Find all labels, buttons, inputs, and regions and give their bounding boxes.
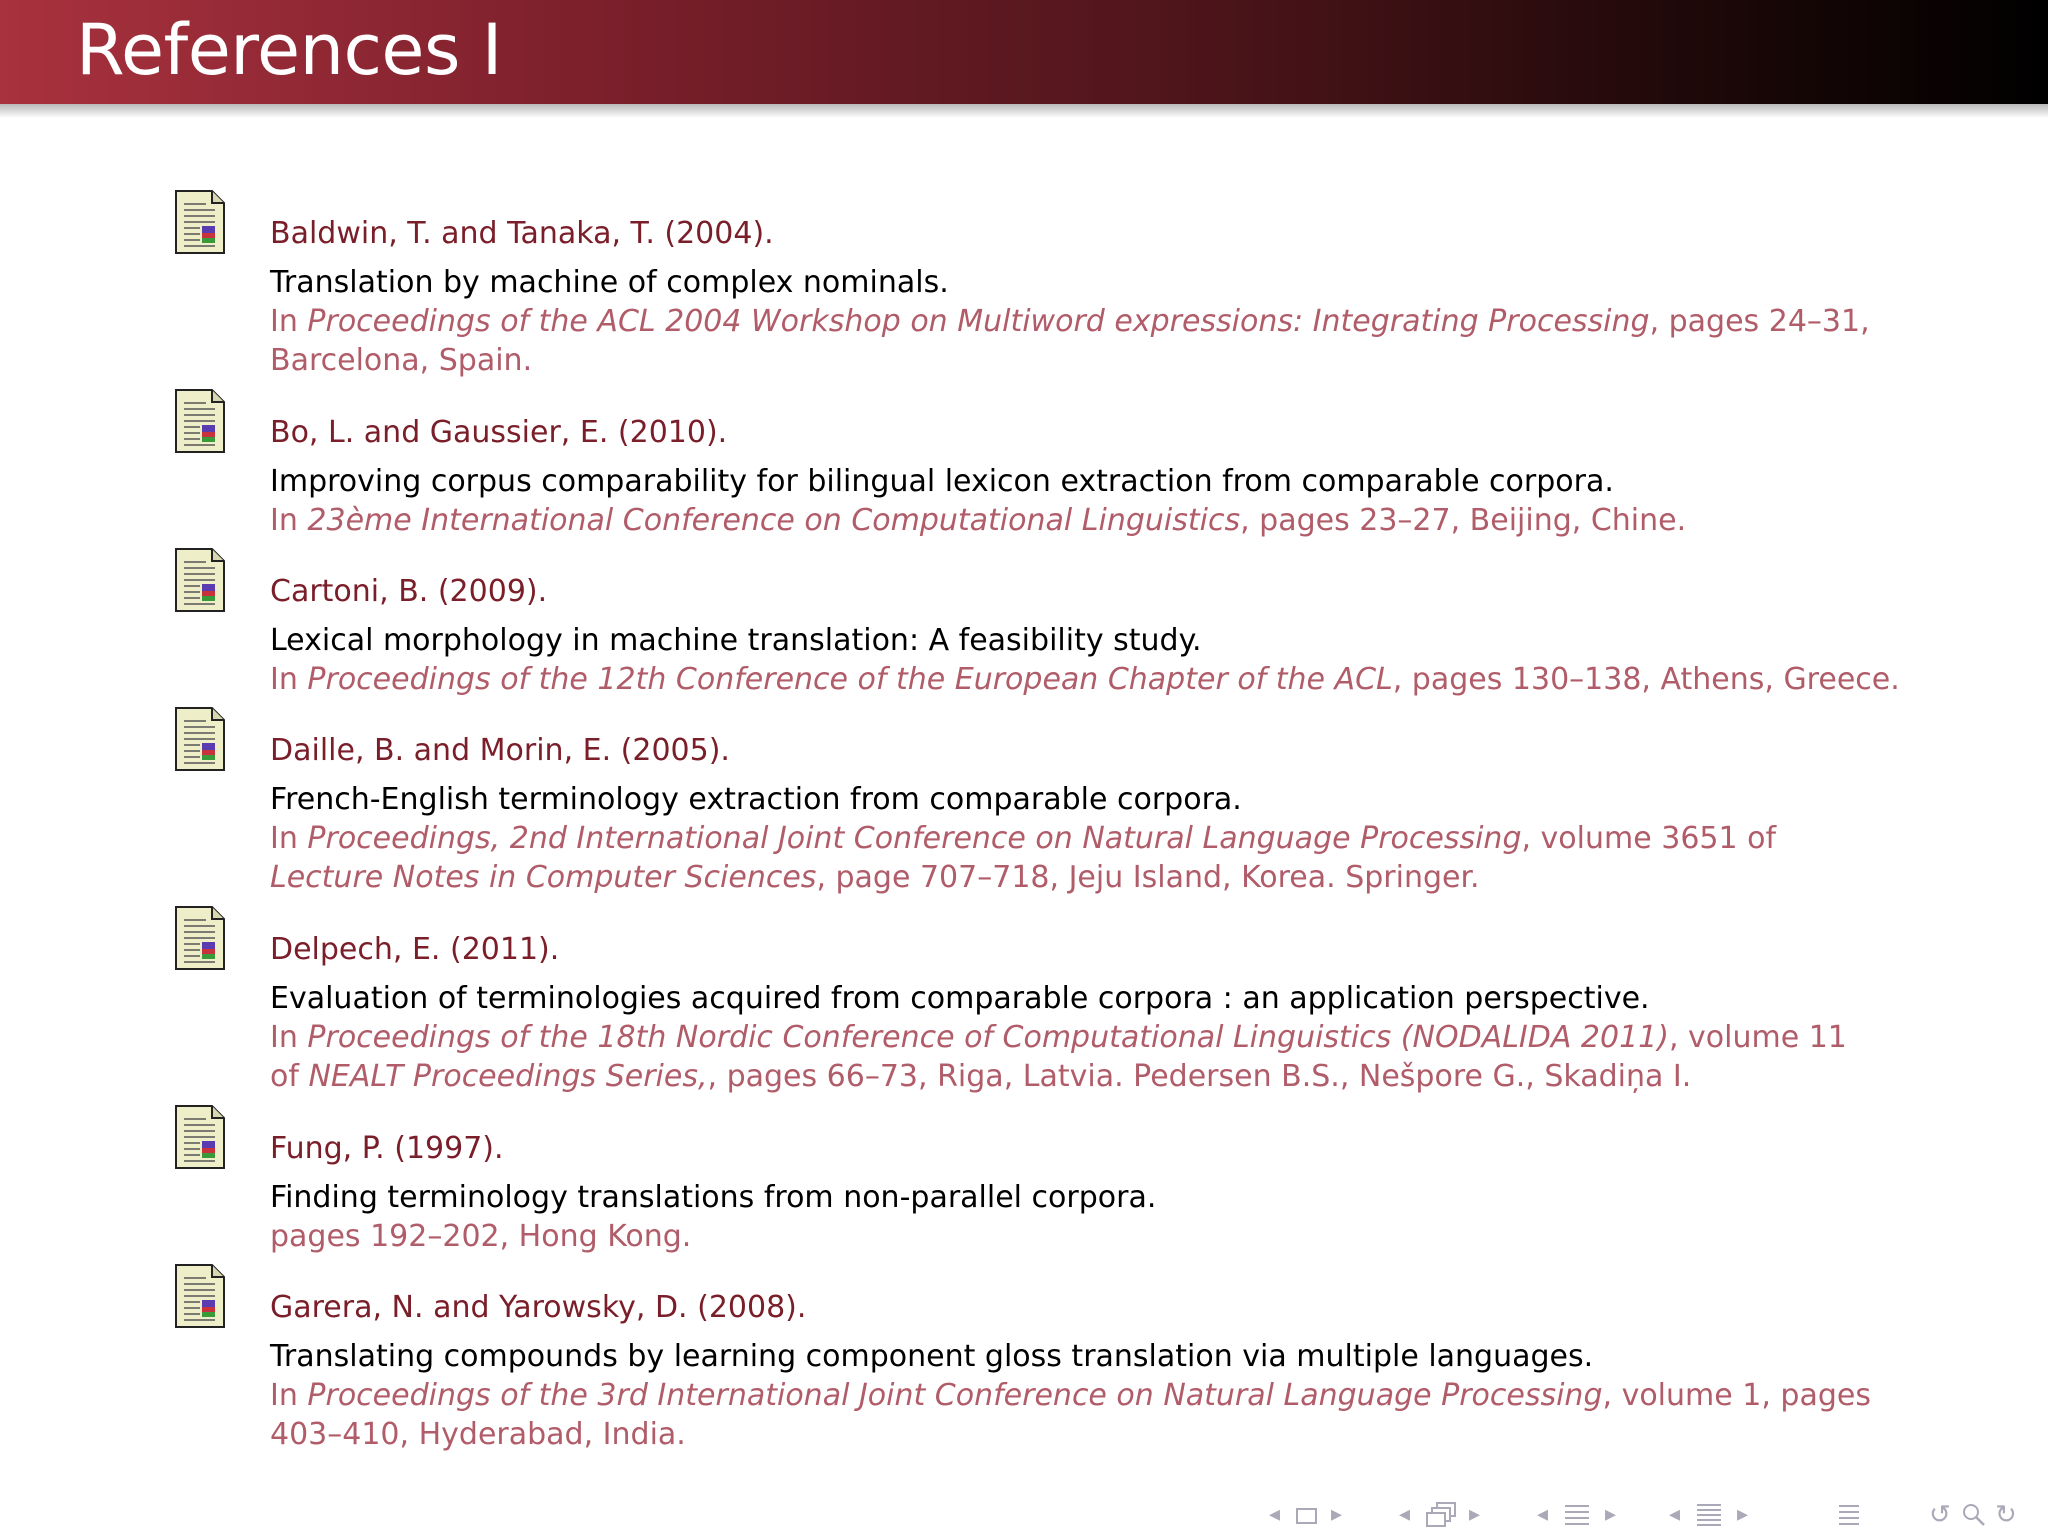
reference-venue-line: [270, 819, 1776, 859]
reference-title: Translation by machine of complex nominals.: [270, 265, 949, 300]
slide-title: References I: [76, 9, 502, 91]
reference-venue-line: [270, 1057, 1691, 1097]
bibliography-document-icon: [175, 1105, 225, 1169]
reference-title: Finding terminology translations from non-parallel corpora.: [270, 1180, 1157, 1215]
reference-venue-line: [270, 302, 1870, 342]
venue-segment: In: [270, 821, 308, 856]
venue-segment: , volume 11: [1668, 1020, 1847, 1055]
venue-segment: , pages 130–138, Athens, Greece.: [1392, 662, 1900, 697]
venue-segment: , pages 24–31,: [1649, 304, 1870, 339]
venue-segment: In: [270, 1020, 308, 1055]
reference-title: French-English terminology extraction from comparable corpora.: [270, 782, 1242, 817]
reference-venue-line: [270, 501, 1686, 541]
venue-segment: pages 192–202, Hong Kong.: [270, 1219, 692, 1254]
reference-authors: Delpech, E. (2011).: [270, 932, 560, 967]
bibliography-document-icon: [175, 707, 225, 771]
venue-segment: , volume 1, pages: [1602, 1378, 1871, 1413]
nav-section-next-icon[interactable]: ▸: [1737, 1502, 1749, 1527]
venue-italic-segment: Lecture Notes in Computer Sciences: [270, 860, 817, 895]
reference-title: Translating compounds by learning component gloss translation via multiple languages.: [270, 1339, 1594, 1374]
venue-italic-segment: 23ème International Conference on Computational Linguistics: [307, 503, 1241, 538]
reference-authors: Cartoni, B. (2009).: [270, 574, 548, 609]
venue-italic-segment: Proceedings of the ACL 2004 Workshop on Multiword expressions: Integrating Processing: [307, 304, 1650, 339]
nav-subsection-next-icon[interactable]: ▸: [1605, 1502, 1617, 1527]
nav-subsection-icon[interactable]: [1563, 1500, 1591, 1537]
nav-back-icon[interactable]: ↺: [1929, 1500, 1951, 1530]
reference-venue-line: [270, 1018, 1847, 1058]
reference-venue-line: [270, 660, 1900, 700]
venue-italic-segment: Proceedings of the 3rd International Joint Conference on Natural Language Processing: [307, 1378, 1603, 1413]
nav-slide-frame-icon[interactable]: [1295, 1500, 1319, 1535]
bibliography-document-icon: [175, 906, 225, 970]
reference-title: Evaluation of terminologies acquired from comparable corpora : an application perspective.: [270, 981, 1650, 1016]
reference-authors: Fung, P. (1997).: [270, 1131, 504, 1166]
venue-italic-segment: Proceedings of the 12th Conference of the European Chapter of the ACL: [307, 662, 1393, 697]
title-shadow: [0, 104, 2048, 118]
reference-venue-line: [270, 1217, 691, 1257]
bibliography-document-icon: [175, 190, 225, 254]
venue-italic-segment: NEALT Proceedings Series,: [308, 1059, 708, 1094]
nav-frame-prev-icon[interactable]: ◂: [1399, 1502, 1411, 1527]
nav-frame-icon[interactable]: [1425, 1500, 1459, 1537]
reference-venue-line: [270, 1376, 1871, 1416]
reference-title: Lexical morphology in machine translation: A feasibility study.: [270, 623, 1202, 658]
reference-authors: Garera, N. and Yarowsky, D. (2008).: [270, 1290, 807, 1325]
nav-slide-next-icon[interactable]: ▸: [1331, 1502, 1343, 1527]
venue-segment: of: [270, 1059, 309, 1094]
bibliography-document-icon: [175, 548, 225, 612]
nav-forward-icon[interactable]: ↻: [1995, 1500, 2017, 1530]
venue-italic-segment: Proceedings, 2nd International Joint Conference on Natural Language Processing: [307, 821, 1522, 856]
reference-venue-line: [270, 341, 532, 381]
nav-section-icon[interactable]: [1695, 1500, 1723, 1537]
nav-search-icon[interactable]: [1961, 1500, 1987, 1537]
reference-title: Improving corpus comparability for bilingual lexicon extraction from comparable corpora.: [270, 464, 1614, 499]
venue-segment: In: [270, 304, 308, 339]
venue-segment: In: [270, 1378, 308, 1413]
nav-subsection-prev-icon[interactable]: ◂: [1537, 1502, 1549, 1527]
reference-venue-line: [270, 1415, 686, 1455]
reference-venue-line: [270, 858, 1480, 898]
nav-frame-next-icon[interactable]: ▸: [1469, 1502, 1481, 1527]
reference-authors: Baldwin, T. and Tanaka, T. (2004).: [270, 216, 774, 251]
nav-document-icon[interactable]: [1835, 1500, 1863, 1537]
venue-segment: , pages 23–27, Beijing, Chine.: [1240, 503, 1687, 538]
reference-authors: Daille, B. and Morin, E. (2005).: [270, 733, 730, 768]
bibliography-document-icon: [175, 389, 225, 453]
venue-segment: , volume 3651 of: [1521, 821, 1777, 856]
bibliography-document-icon: [175, 1264, 225, 1328]
venue-segment: Barcelona, Spain.: [270, 343, 533, 378]
venue-segment: , page 707–718, Jeju Island, Korea. Springer.: [816, 860, 1480, 895]
venue-segment: , pages 66–73, Riga, Latvia. Pedersen B.S., Nešpore G., Skadiņa I.: [707, 1059, 1692, 1094]
reference-authors: Bo, L. and Gaussier, E. (2010).: [270, 415, 728, 450]
venue-segment: 403–410, Hyderabad, India.: [270, 1417, 686, 1452]
venue-italic-segment: Proceedings of the 18th Nordic Conference of Computational Linguistics (NODALIDA 2011): [307, 1020, 1669, 1055]
title-bar: [0, 0, 2048, 104]
beamer-navigation: [1265, 1500, 2035, 1530]
nav-section-prev-icon[interactable]: ◂: [1669, 1502, 1681, 1527]
venue-segment: In: [270, 503, 308, 538]
venue-segment: In: [270, 662, 308, 697]
nav-slide-prev-icon[interactable]: ◂: [1269, 1502, 1281, 1527]
